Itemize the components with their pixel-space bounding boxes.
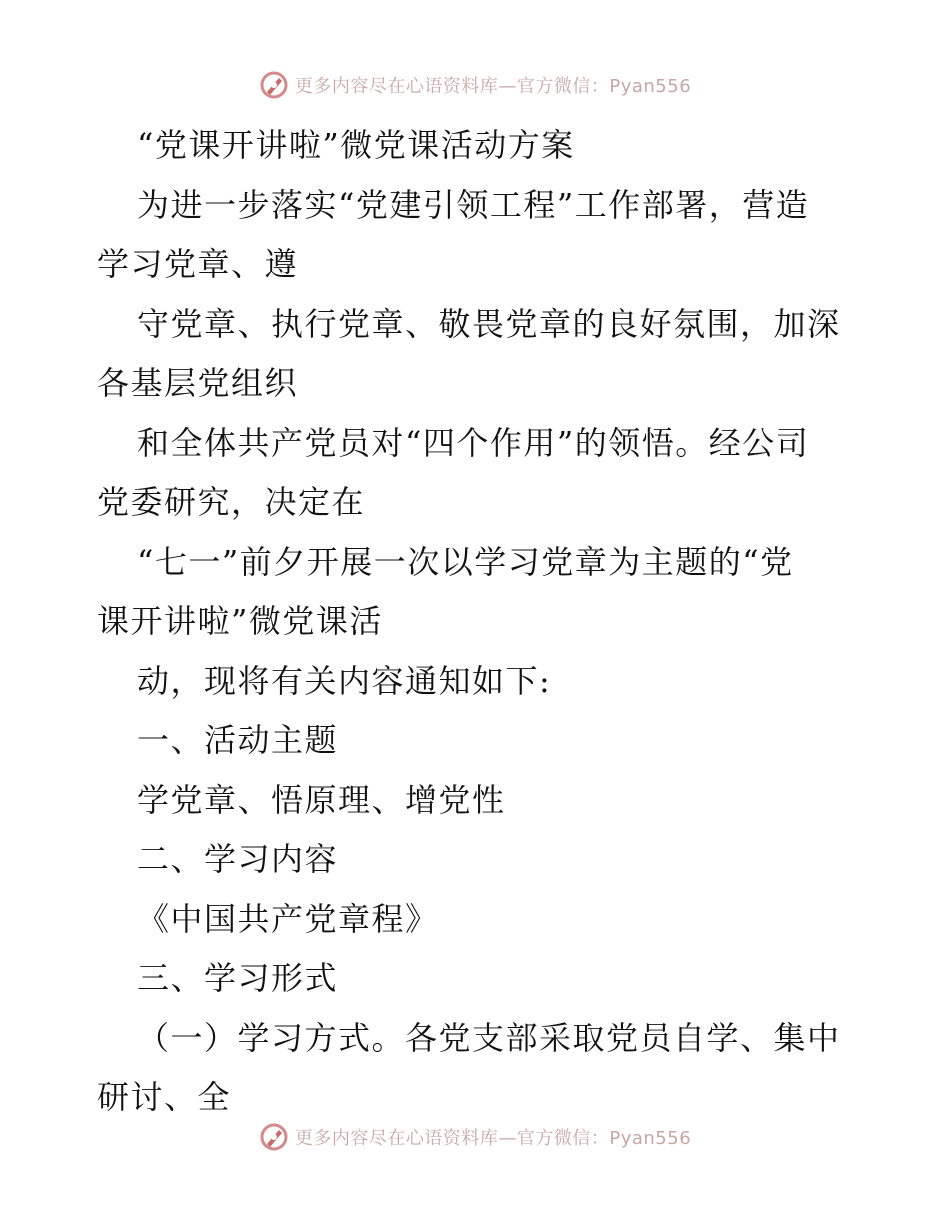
text-line: 研讨、全	[97, 1078, 232, 1116]
pen-circle-logo-icon	[259, 70, 289, 100]
text-line: 学党章、悟原理、增党性	[137, 780, 506, 819]
header-watermark	[0, 70, 950, 100]
text-line: 为进一步落实“党建引领工程”工作部署，营造	[137, 185, 810, 224]
text-line: 二、学习内容	[137, 840, 339, 878]
pen-circle-logo-icon	[259, 1122, 289, 1152]
text-line: （一）学习方式。各党支部采取党员自学、集中	[137, 1018, 841, 1057]
text-line: 学习党章、遵	[97, 245, 299, 283]
watermark-text: 更多内容尽在心语资料库—官方微信：Pyan556	[294, 76, 692, 97]
text-line: 一、活动主题	[137, 721, 339, 759]
document-body	[97, 116, 857, 1128]
text-line: 党委研究，决定在	[97, 483, 366, 521]
text-line: 各基层党组织	[97, 364, 299, 402]
text-line: 三、学习形式	[137, 959, 339, 997]
text-line: 课开讲啦”微党课活	[97, 602, 383, 640]
text-line: “七一”前夕开展一次以学习党章为主题的“党	[137, 542, 794, 581]
watermark-text: 更多内容尽在心语资料库—官方微信：Pyan556	[294, 1128, 692, 1149]
text-line: 守党章、执行党章、敬畏党章的良好氛围，加深	[137, 304, 841, 343]
text-line: “党课开讲啦”微党课活动方案	[137, 126, 575, 164]
text-line: 动，现将有关内容通知如下:	[137, 661, 552, 700]
text-line: 和全体共产党员对“四个作用”的领悟。经公司	[137, 423, 810, 462]
footer-watermark	[0, 1122, 950, 1152]
text-line: 《中国共产党章程》	[137, 899, 439, 938]
